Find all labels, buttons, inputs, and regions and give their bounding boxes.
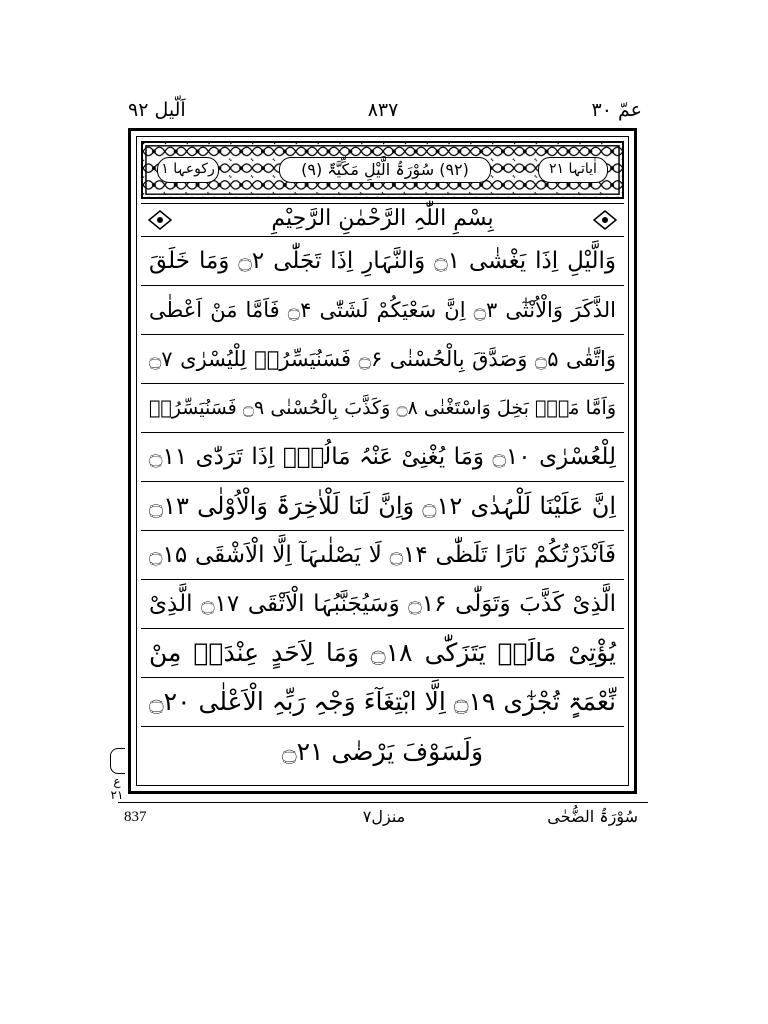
verse-line-text: اِنَّ عَلَیْنَا لَلْہُدٰی ۝۱۲ وَاِنَّ لَنَا لَلْاٰخِرَۃَ وَالْاُوْلٰی ۝۱۳ — [149, 492, 616, 520]
bismillah-ornament-left-icon — [147, 209, 173, 231]
header-page-number: ۸۳۷ — [367, 99, 399, 121]
surah-title-cartouche: (۹۲) سُوْرَۃُ الَّیْلِ مَکِّیَّۃٌ (۹) — [279, 157, 491, 183]
verse-line — [141, 335, 624, 384]
verse-lines — [141, 237, 624, 776]
ruku-count-cartouche: رکوعہا ۱ — [157, 157, 219, 183]
verse-line-text: وَاَمَّا مَنْۢ بَخِلَ وَاسْتَغْنٰی ۝۸ وَکَذَّبَ بِالْحُسْنٰی ۝۹ فَسَنُیَسِّرُہٗ — [149, 397, 616, 419]
verse-line — [141, 678, 624, 727]
footer-rule — [118, 802, 648, 803]
verse-line — [141, 237, 624, 286]
bismillah-ornament-right-icon — [592, 209, 618, 231]
bismillah-row — [141, 203, 624, 237]
ruku-margin-mark — [108, 748, 126, 802]
verse-line — [141, 433, 624, 482]
verse-line — [141, 629, 624, 678]
page-frame — [128, 128, 637, 794]
surah-title-band — [141, 141, 624, 199]
verse-line-text: فَاَنْذَرْتُکُمْ نَارًا تَلَظّٰی ۝۱۴ لَا یَصْلٰىہَآ اِلَّا الْاَشْقَی ۝۱۵ — [149, 542, 616, 568]
running-header — [118, 98, 648, 124]
header-surah-name: اَلّیل ۹۲ — [128, 99, 186, 121]
footer-manzil: منزل۷ — [362, 807, 406, 826]
footer-next-surah: سُوْرَۃُ الضُّحٰی — [547, 807, 638, 826]
verse-line — [141, 384, 624, 433]
ayat-count-cartouche: اٰیاتہا ۲۱ — [538, 157, 608, 183]
verse-line — [141, 727, 624, 776]
footer-page-number: 837 — [124, 809, 147, 825]
verse-line-text: الذَّکَرَ وَالْاُنْثٰٓی ۝۳ اِنَّ سَعْیَکُمْ لَشَتّٰی ۝۴ فَاَمَّا مَنْ اَعْطٰی — [149, 298, 616, 322]
verse-line-text: نِّعْمَۃٍ تُجْزٰٓی ۝۱۹ اِلَّا ابْتِغَآءَ وَجْہِ رَبِّہِ الْاَعْلٰی ۝۲۰ — [149, 687, 616, 716]
ruku-mark-text: ع ۲۱ — [110, 774, 124, 802]
verse-line — [141, 286, 624, 335]
ruku-bracket-icon — [110, 748, 125, 774]
verse-line-text: یُؤْتِیْ مَالَہٗ یَتَزَکّٰی ۝۱۸ وَمَا لِاَحَدٍ عِنْدَہٗ مِنْ — [149, 638, 616, 667]
verse-line-text: وَلَسَوْفَ یَرْضٰی ۝۲۱ — [281, 736, 484, 766]
bismillah-text: بِسْمِ اللّٰہِ الرَّحْمٰنِ الرَّحِیْمِ — [271, 206, 494, 231]
verse-line-text: لِلْعُسْرٰی ۝۱۰ وَمَا یُغْنِیْ عَنْہُ مَالُہٗٓ اِذَا تَرَدّٰی ۝۱۱ — [149, 444, 616, 470]
header-juz-name: عمّ ۳۰ — [591, 99, 642, 121]
verse-line — [141, 580, 624, 629]
verse-line — [141, 531, 624, 580]
verse-line-text: وَاتَّقٰی ۝۵ وَصَدَّقَ بِالْحُسْنٰی ۝۶ فَسَنُیَسِّرُہٗ لِلْیُسْرٰی ۝۷ — [149, 347, 617, 371]
verse-line-text: الَّذِیْ کَذَّبَ وَتَوَلّٰی ۝۱۶ وَسَیُجَنَّبُہَا الْاَتْقَی ۝۱۷ الَّذِیْ — [149, 591, 616, 617]
verse-line-text: وَالَّیْلِ اِذَا یَغْشٰی ۝۱ وَالنَّہَارِ اِذَا تَجَلّٰی ۝۲ وَمَا خَلَقَ — [149, 248, 616, 274]
verse-line — [141, 482, 624, 531]
